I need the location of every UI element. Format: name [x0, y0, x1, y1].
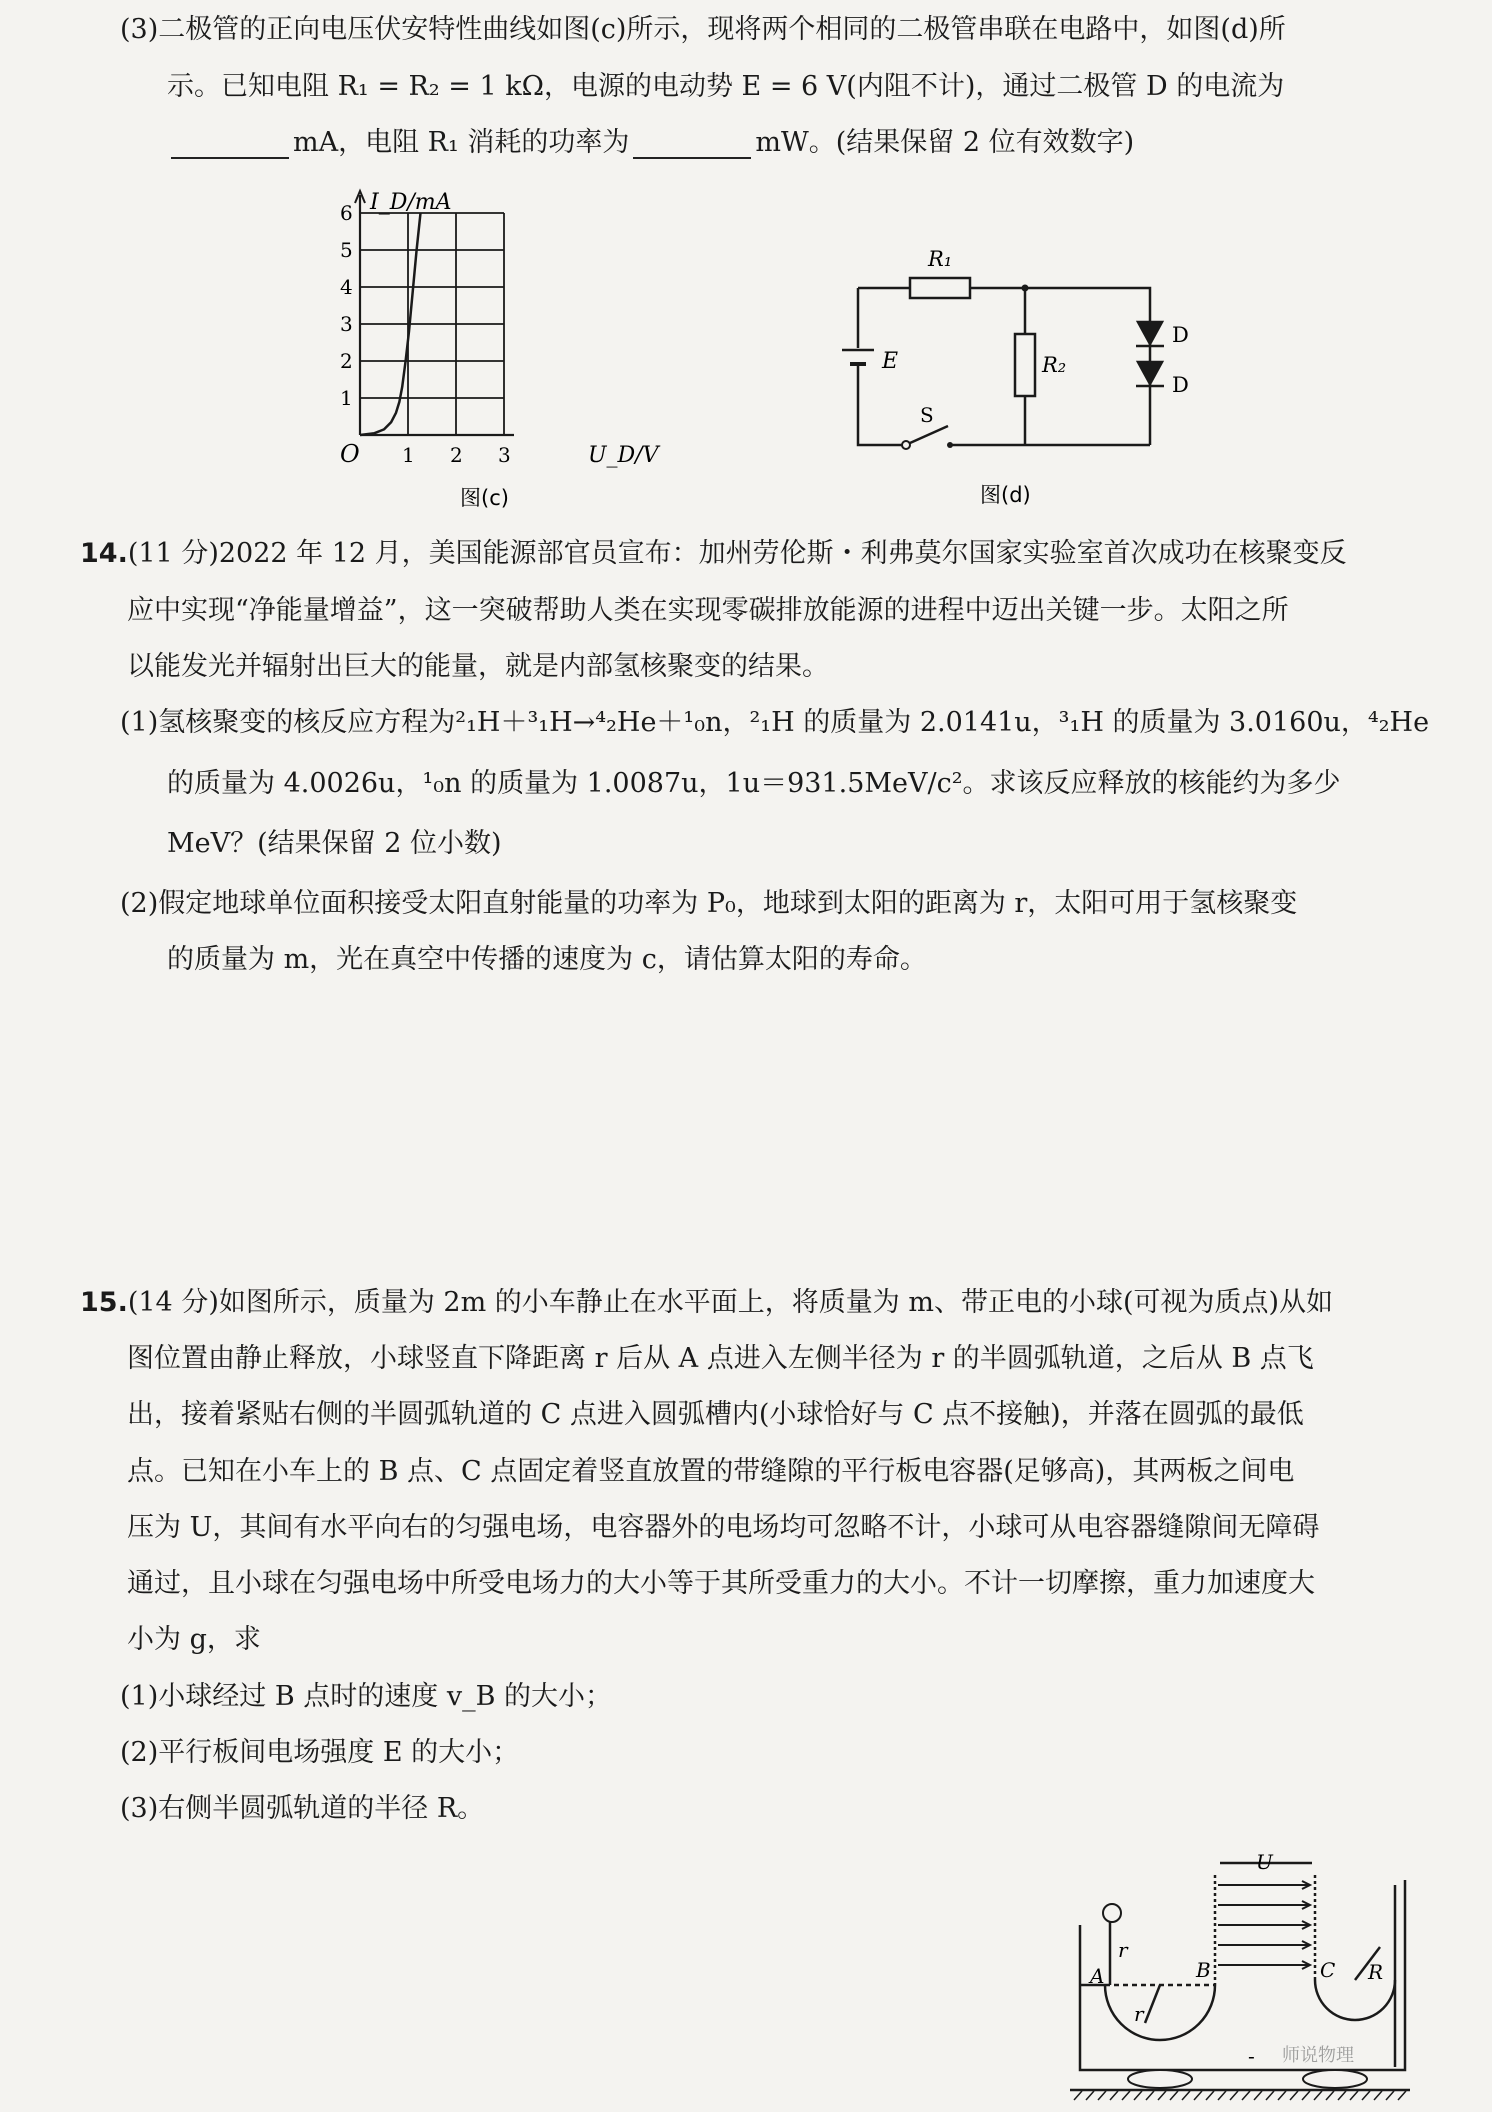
hatch-mark [1326, 2091, 1334, 2100]
q14-line2: 应中实现“净能量增益”，这一突破帮助人类在实现零碳排放能源的进程中迈出关键一步。太阳之所 [127, 595, 1289, 626]
figure-q15-cart [1050, 1845, 1410, 2105]
ground-hatch [1074, 2091, 1406, 2100]
x-tick-label: 2 [450, 443, 463, 467]
hatch-mark [1194, 2091, 1202, 2100]
wheel-left [1128, 2070, 1192, 2088]
q15-line7: 小为 g，求 [127, 1624, 261, 1655]
q14-part2-line2: 的质量为 m，光在真空中传播的速度为 c，请估算太阳的寿命。 [167, 944, 927, 975]
hatch-mark [1098, 2091, 1106, 2100]
label-r-arc: r [1134, 2002, 1144, 2026]
hatch-mark [1230, 2091, 1238, 2100]
q15-line6: 通过，且小球在匀强电场中所受电场力的大小等于其所受重力的大小。不计一切摩擦，重力加速度大 [127, 1568, 1315, 1599]
q13-part3-text-a: mA，电阻 R₁ 消耗的功率为 [293, 127, 630, 158]
q15-part1: (1)小球经过 B 点时的速度 v_B 的大小； [120, 1681, 613, 1712]
chart-labels [340, 201, 511, 467]
q14-part1-line3: MeV？(结果保留 2 位小数) [167, 828, 502, 859]
label-e: E [882, 349, 899, 374]
hatch-mark [1278, 2091, 1286, 2100]
label-d1: D [1172, 323, 1189, 347]
q15-part3: (3)右侧半圆弧轨道的半径 R。 [120, 1793, 485, 1824]
answer-blank-current [171, 131, 289, 159]
y-tick-label: 6 [340, 201, 353, 225]
watermark-logo: 师说物理 [1282, 2045, 1354, 2066]
label-u: U [1256, 1850, 1273, 1874]
q13-part3-line1: (3)二极管的正向电压伏安特性曲线如图(c)所示，现将两个相同的二极管串联在电路中，如图(d)所 [120, 14, 1286, 45]
wire-left-bottom [858, 364, 902, 445]
q13-part3-line3 [167, 127, 1134, 159]
hatch-mark [1086, 2091, 1094, 2100]
radius-line-left [1145, 1985, 1160, 2023]
figure-c-chart [320, 185, 680, 515]
hatch-mark [1254, 2091, 1262, 2100]
hatch-mark [1314, 2091, 1322, 2100]
label-a: A [1090, 1964, 1105, 1988]
q15-line3: 出，接着紧贴右侧的半圆弧轨道的 C 点进入圆弧槽内(小球恰好与 C 点不接触)，并落在圆弧的最低 [127, 1399, 1304, 1430]
q15-part2: (2)平行板间电场强度 E 的大小； [120, 1737, 520, 1768]
hatch-mark [1302, 2091, 1310, 2100]
q15-line5: 压为 U，其间有水平向右的匀强电场，电容器外的电场均可忽略不计，小球可从电容器缝隙间无障碍 [127, 1512, 1320, 1543]
q13-part3-text-b: mW。(结果保留 2 位有效数字) [755, 127, 1135, 158]
hatch-mark [1398, 2091, 1406, 2100]
y-tick-label: 3 [340, 312, 353, 336]
switch-blade [910, 426, 948, 443]
field-line-arrow [1218, 1881, 1310, 1889]
y-tick-label: 5 [340, 238, 353, 262]
label-r2: R₂ [1042, 353, 1067, 377]
hatch-mark [1182, 2091, 1190, 2100]
q14-part1-line1: (1)氢核聚变的核反应方程为²₁H＋³₁H→⁴₂He＋¹₀n，²₁H 的质量为 2.0141u，³₁H 的质量为 3.0160u，⁴₂He [120, 707, 1430, 738]
left-semicircle-track [1105, 1985, 1215, 2040]
field-line-arrow [1218, 1901, 1310, 1909]
q15-line1 [80, 1287, 1333, 1319]
field-line-arrow [1218, 1941, 1310, 1949]
q14-number: 14. [80, 538, 128, 569]
resistor-r2 [1015, 334, 1035, 396]
field-line-arrow [1218, 1961, 1310, 1969]
q15-line4: 点。已知在小车上的 B 点、C 点固定着竖直放置的带缝隙的平行板电容器(足够高)，其两板之间电 [127, 1456, 1295, 1487]
hatch-mark [1338, 2091, 1346, 2100]
q13-part3-line2: 示。已知电阻 R₁ = R₂ = 1 kΩ，电源的电动势 E = 6 V(内阻不计)，通过二极管 D 的电流为 [167, 71, 1285, 102]
y-tick-label: 1 [340, 386, 353, 410]
q14-line1 [80, 538, 1347, 570]
q15-line1-text: (14 分)如图所示，质量为 2m 的小车静止在水平面上，将质量为 m、带正电的小球(可视为质点)从如 [127, 1287, 1334, 1318]
wheel-right [1303, 2070, 1367, 2088]
figure-d-circuit [820, 240, 1200, 525]
chart-ylabel: I_D/mA [370, 190, 452, 215]
label-minus: - [1248, 2044, 1255, 2068]
label-r-top: r [1118, 1938, 1128, 1962]
y-tick-label: 2 [340, 349, 353, 373]
hatch-mark [1362, 2091, 1370, 2100]
hatch-mark [1266, 2091, 1274, 2100]
hatch-mark [1290, 2091, 1298, 2100]
junction-top [1022, 285, 1029, 292]
label-s: S [920, 403, 934, 427]
hatch-mark [1350, 2091, 1358, 2100]
hatch-mark [1110, 2091, 1118, 2100]
chart-xlabel: U_D/V [588, 443, 659, 468]
switch-contact-left [902, 441, 910, 449]
hatch-mark [1158, 2091, 1166, 2100]
label-r1: R₁ [928, 247, 953, 271]
ball [1103, 1904, 1121, 1922]
hatch-mark [1206, 2091, 1214, 2100]
q14-line3: 以能发光并辐射出巨大的能量，就是内部氢核聚变的结果。 [127, 651, 829, 682]
label-b: B [1196, 1958, 1211, 1982]
x-tick-label: 3 [498, 443, 511, 467]
q14-line1-text: (11 分)2022 年 12 月，美国能源部官员宣布：加州劳伦斯・利弗莫尔国家实验室首次成功在核聚变反 [127, 538, 1347, 569]
label-r-big: R [1368, 1960, 1384, 1984]
q14-part1-line2: 的质量为 4.0026u，¹₀n 的质量为 1.0087u，1u＝931.5MeV/c²。求该反应释放的核能约为多少 [167, 768, 1341, 799]
q14-part2-line1: (2)假定地球单位面积接受太阳直射能量的功率为 P₀，地球到太阳的距离为 r，太阳可用于氢核聚变 [120, 888, 1298, 919]
label-d2: D [1172, 373, 1189, 397]
chart-grid [360, 213, 504, 435]
right-semicircle-track [1315, 1980, 1395, 2020]
hatch-mark [1122, 2091, 1130, 2100]
diode-d1-icon [1136, 322, 1164, 346]
hatch-mark [1386, 2091, 1394, 2100]
hatch-mark [1074, 2091, 1082, 2100]
electric-field-lines [1218, 1881, 1310, 1969]
label-c: C [1320, 1958, 1336, 1982]
answer-blank-power [633, 131, 751, 159]
resistor-r1 [910, 278, 970, 298]
chart-origin: O [340, 440, 360, 468]
hatch-mark [1134, 2091, 1142, 2100]
hatch-mark [1242, 2091, 1250, 2100]
hatch-mark [1374, 2091, 1382, 2100]
switch-contact-right [947, 442, 953, 448]
q15-number: 15. [80, 1287, 128, 1318]
cart-left-wall [1080, 1880, 1405, 2070]
y-tick-label: 4 [340, 275, 353, 299]
diode-d2-icon [1136, 362, 1164, 386]
hatch-mark [1170, 2091, 1178, 2100]
figure-c-caption: 图(c) [460, 486, 509, 510]
field-line-arrow [1218, 1921, 1310, 1929]
figure-d-caption: 图(d) [980, 483, 1031, 507]
x-tick-label: 1 [402, 443, 415, 467]
q15-line2: 图位置由静止释放，小球竖直下降距离 r 后从 A 点进入左侧半径为 r 的半圆弧轨道，之后从 B 点飞 [127, 1343, 1314, 1374]
hatch-mark [1218, 2091, 1226, 2100]
hatch-mark [1146, 2091, 1154, 2100]
